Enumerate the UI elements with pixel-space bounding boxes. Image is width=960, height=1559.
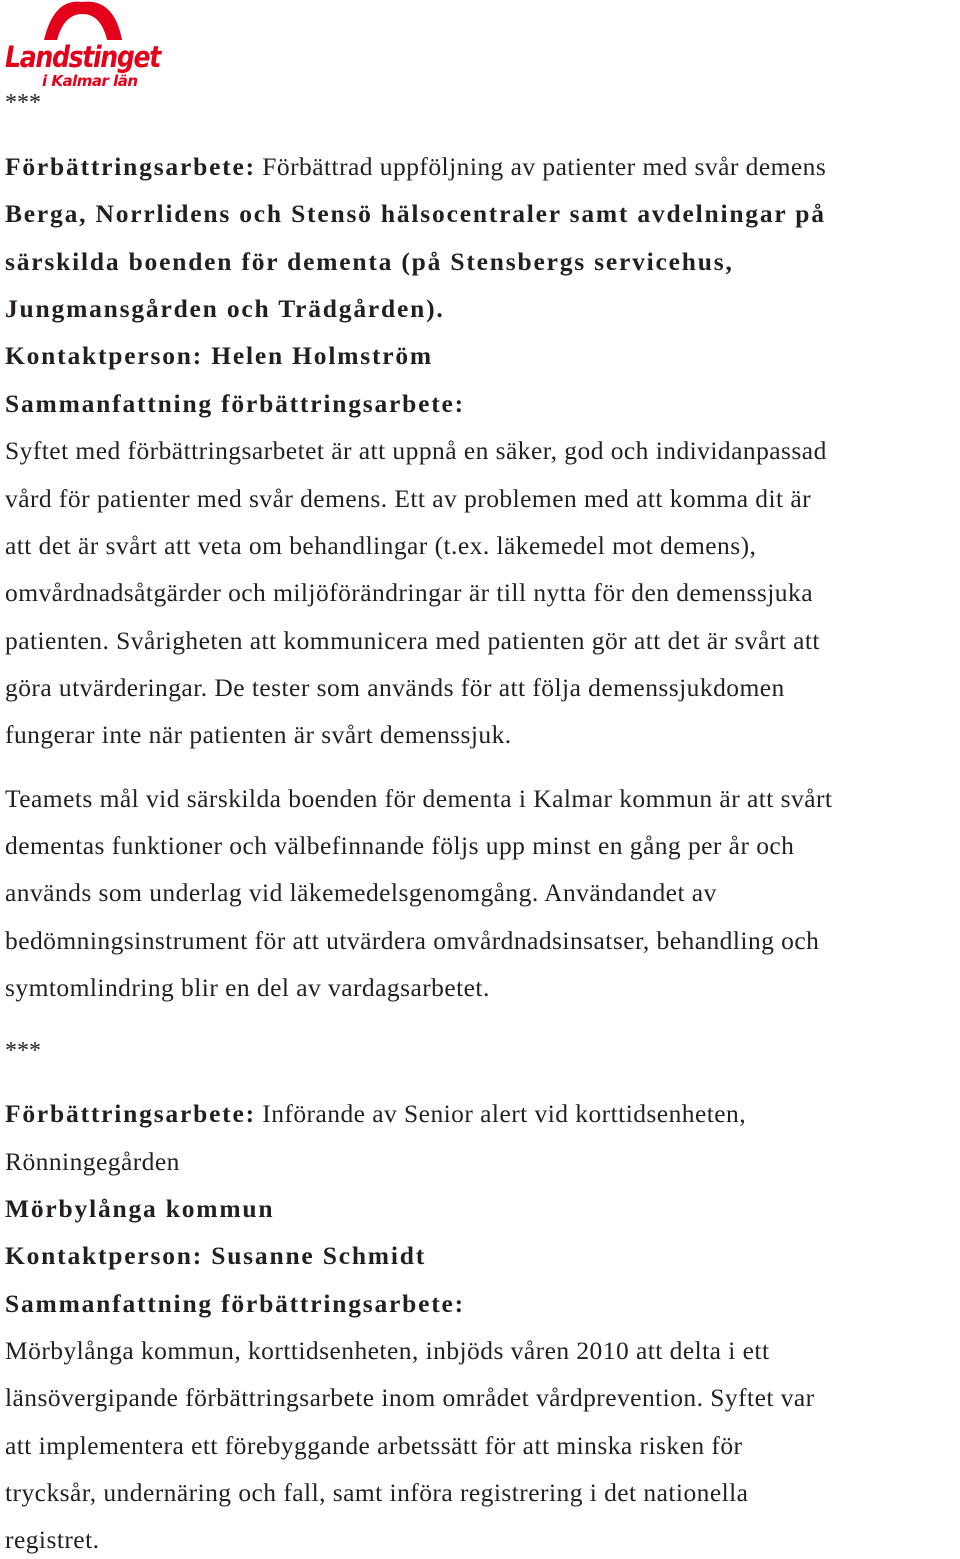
- section-2-para-1-line-1: Mörbylånga kommun, korttidsenheten, inbjöds våren 2010 att delta i ett: [5, 1336, 770, 1365]
- separator-2: ***: [5, 1038, 41, 1064]
- section-1-para-2-line-1: Teamets mål vid särskilda boenden för dementa i Kalmar kommun är att svårt: [5, 784, 833, 813]
- section-2-contact: Kontaktperson: Susanne Schmidt: [5, 1241, 426, 1270]
- section-2-para-1-line-3: att implementera ett förebyggande arbetssätt för att minska risken för: [5, 1431, 743, 1460]
- section-1-contact: Kontaktperson: Helen Holmström: [5, 341, 433, 370]
- section-1-title-text: Förbättrad uppföljning av patienter med svår demens: [262, 152, 827, 181]
- section-1-title: [5, 152, 826, 182]
- section-1-para-1-line-5: patienten. Svårigheten att kommunicera med patienten gör att det är svårt att: [5, 626, 820, 655]
- section-2-title-cont: Rönningegården: [5, 1147, 180, 1176]
- section-2-para-1-line-5: registret.: [5, 1525, 100, 1554]
- section-1-summary-heading: Sammanfattning förbättringsarbete:: [5, 389, 465, 418]
- section-2-label: Förbättringsarbete:: [5, 1099, 256, 1128]
- section-2-title: [5, 1099, 746, 1129]
- section-1-para-2-line-5: symtomlindring blir en del av vardagsarbetet.: [5, 973, 490, 1002]
- section-1-para-1-line-2: vård för patienter med svår demens. Ett av problemen med att komma dit är: [5, 484, 812, 513]
- section-1-para-1-line-3: att det är svårt att veta om behandlingar (t.ex. läkemedel mot demens),: [5, 531, 757, 560]
- logo-subtitle: i Kalmar län: [42, 72, 138, 90]
- section-1-org-line-2: särskilda boenden för dementa (på Stensbergs servicehus,: [5, 247, 734, 276]
- section-1-org-line-1: Berga, Norrlidens och Stensö hälsocentraler samt avdelningar på: [5, 199, 826, 228]
- landstinget-logo: [4, 0, 162, 92]
- section-1-para-2-line-2: dementas funktioner och välbefinnande följs upp minst en gång per år och: [5, 831, 795, 860]
- section-1-para-1-line-1: Syftet med förbättringsarbetet är att uppnå en säker, god och individanpassad: [5, 436, 827, 465]
- section-1-para-1-line-7: fungerar inte när patienten är svårt demenssjuk.: [5, 720, 512, 749]
- section-2-para-1-line-4: trycksår, undernäring och fall, samt införa registrering i det nationella: [5, 1478, 749, 1507]
- logo-name: Landstinget: [5, 40, 163, 74]
- section-1-para-1-line-4: omvårdnadsåtgärder och miljöförändringar är till nytta för den demenssjuka: [5, 578, 813, 607]
- section-2-org: Mörbylånga kommun: [5, 1194, 275, 1223]
- section-1-para-1-line-6: göra utvärderingar. De tester som används för att följa demenssjukdomen: [5, 673, 785, 702]
- section-1-para-2-line-3: används som underlag vid läkemedelsgenomgång. Användandet av: [5, 878, 717, 907]
- section-1-para-2-line-4: bedömningsinstrument för att utvärdera omvårdnadsinsatser, behandling och: [5, 926, 820, 955]
- section-2-summary-heading: Sammanfattning förbättringsarbete:: [5, 1289, 465, 1318]
- section-1-org-line-3: Jungmansgården och Trädgården).: [5, 294, 445, 323]
- separator-1: ***: [5, 90, 41, 116]
- section-2-para-1-line-2: länsövergipande förbättringsarbete inom området vårdprevention. Syftet var: [5, 1383, 815, 1412]
- section-1-label: Förbättringsarbete:: [5, 152, 256, 181]
- landstinget-logo-icon: [4, 0, 162, 92]
- section-2-title-text: Införande av Senior alert vid korttidsenheten,: [262, 1099, 747, 1128]
